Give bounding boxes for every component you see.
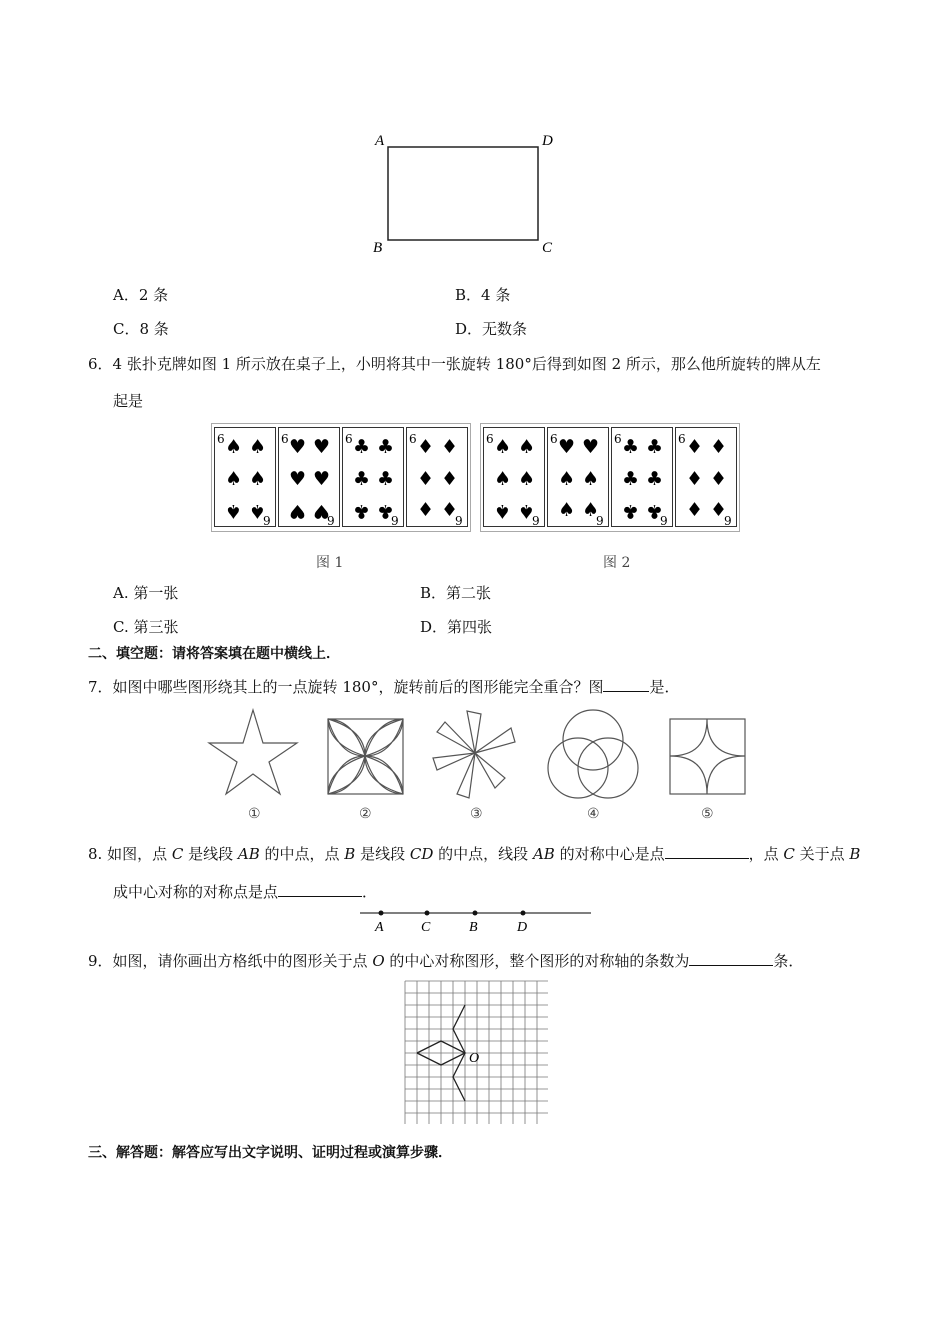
q8-var: B (344, 845, 356, 863)
point-b (473, 911, 478, 916)
figure-label: ⑤ (701, 807, 714, 822)
point-c (425, 911, 430, 916)
point-label: D (517, 920, 528, 935)
card-rank: 6 (281, 432, 289, 446)
card-rank: 9 (596, 514, 604, 528)
point-a (379, 911, 384, 916)
q9-text: 9．如图，请你画出方格纸中的图形关于点 (88, 952, 373, 970)
card-rank: 6 (550, 432, 558, 446)
q6-question-line2: 起是 (113, 392, 144, 410)
card-rank: 6 (678, 432, 686, 446)
q8-text: 的中点，线段 (433, 845, 533, 863)
q8-question-line1 (88, 843, 860, 864)
q8-text: 是线段 (183, 845, 238, 863)
q9-var: O (372, 952, 385, 970)
q8-var: CD (409, 845, 434, 863)
three-circles-figure (548, 710, 638, 798)
q9-grid-figure (404, 980, 548, 1124)
card-rank: 9 (263, 514, 271, 528)
section-2-heading: 二、填空题：请将答案填在题中横线上． (88, 646, 340, 662)
card-rank: 9 (724, 514, 732, 528)
card-heart: 6 ♥ ♥ ♠ ♠ ♠ ♠ 9 (547, 427, 609, 527)
q8-question-line2 (113, 881, 377, 902)
card-rank: 9 (391, 514, 399, 528)
q6-option-a: A. 第一张 (113, 584, 179, 602)
q8-text: ，点 (748, 845, 784, 863)
cards-figure-2 (480, 423, 740, 532)
q5-option-c: C．8 条 (113, 320, 169, 338)
card-rank: 6 (614, 432, 622, 446)
card-rank: 6 (409, 432, 417, 446)
q8-answer-blank-2[interactable] (278, 881, 362, 897)
q9-text: 的中心对称图形，整个图形的对称轴的条数为 (384, 952, 690, 970)
q8-var: AB (237, 845, 260, 863)
card-club: 6 ♣ ♣ ♣ ♣ ♣ ♣ 9 (342, 427, 404, 527)
card-rank: 9 (532, 514, 540, 528)
q8-var: C (783, 845, 795, 863)
q8-var: AB (532, 845, 555, 863)
q7-question (88, 676, 679, 697)
q8-answer-blank-1[interactable] (665, 843, 749, 859)
point-label: A (375, 920, 384, 935)
card-rank: 9 (660, 514, 668, 528)
label-d: D (542, 133, 553, 149)
q8-number-line (355, 905, 595, 937)
fig2-caption: 图 2 (603, 555, 631, 571)
q5-option-b: B．4 条 (455, 286, 511, 304)
label-b: B (373, 240, 383, 256)
q6-option-b: B．第二张 (420, 584, 492, 602)
card-rank: 9 (327, 514, 335, 528)
figure-label: ① (248, 807, 261, 822)
q8-text: 8. 如图，点 (88, 845, 172, 863)
point-d (521, 911, 526, 916)
q5-option-a: A．2 条 (113, 286, 169, 304)
q8-text: ． (362, 883, 378, 901)
q6-question-line1: 6．4 张扑克牌如图 1 所示放在桌子上，小明将其中一张旋转 180°后得到如图 2 所示，那么他所旋转的牌从左 (88, 355, 821, 373)
q7-answer-blank[interactable] (603, 676, 649, 692)
fig1-caption: 图 1 (316, 555, 344, 571)
point-label: C (421, 920, 431, 935)
card-rank: 6 (486, 432, 494, 446)
q9-answer-blank[interactable] (689, 950, 773, 966)
square-petals-figure (328, 719, 403, 794)
square-concave-figure (670, 719, 745, 794)
point-label: B (469, 920, 478, 935)
q7-text-after: 是． (649, 678, 680, 696)
section-3-heading: 三、解答题：解答应写出文字说明、证明过程或演算步骤． (88, 1145, 452, 1161)
q8-var: B (849, 845, 861, 863)
card-spade: 6 ♠ ♠ ♠ ♠ ♠ ♠ 9 (483, 427, 545, 527)
rectangle-shape (388, 147, 538, 240)
card-club: 6 ♣ ♣ ♣ ♣ ♣ ♣ 9 (611, 427, 673, 527)
q6-option-d: D．第四张 (420, 618, 493, 636)
q8-var: C (171, 845, 184, 863)
card-rank: 9 (455, 514, 463, 528)
pinwheel-figure (433, 711, 515, 798)
card-rank: 6 (345, 432, 353, 446)
q8-text: 的对称中心是点 (554, 845, 665, 863)
figure-label: ② (359, 807, 372, 822)
q8-text: 的中点，点 (259, 845, 345, 863)
card-spade: 6 ♠ ♠ ♠ ♠ ♠ ♠ 9 (214, 427, 276, 527)
card-diamond: 6 ♦ ♦ ♦ ♦ ♦ ♦ 9 (406, 427, 468, 527)
card-rank: 6 (217, 432, 225, 446)
q9-question (88, 950, 803, 971)
q5-option-d: D．无数条 (455, 320, 528, 338)
label-c: C (542, 240, 553, 256)
card-heart: 6 ♥ ♥ ♥ ♥ ♥ ♥ 9 (278, 427, 340, 527)
q7-figures (205, 708, 750, 823)
q8-text: 是线段 (355, 845, 410, 863)
q6-option-c: C. 第三张 (113, 618, 179, 636)
grid-label-o: O (469, 1051, 480, 1066)
q8-text: 成中心对称的对称点是点 (113, 883, 279, 901)
q9-text: 条． (773, 952, 804, 970)
figure-label: ④ (587, 807, 600, 822)
rectangle-abcd-figure (365, 128, 565, 258)
figure-label: ③ (470, 807, 483, 822)
q8-text: 关于点 (794, 845, 850, 863)
label-a: A (375, 133, 385, 149)
q7-text-before: 7．如图中哪些图形绕其上的一点旋转 180°，旋转前后的图形能完全重合？图 (88, 678, 604, 696)
star-figure (209, 710, 297, 794)
cards-figure-1 (211, 423, 471, 532)
card-diamond: 6 ♦ ♦ ♦ ♦ ♦ ♦ 9 (675, 427, 737, 527)
